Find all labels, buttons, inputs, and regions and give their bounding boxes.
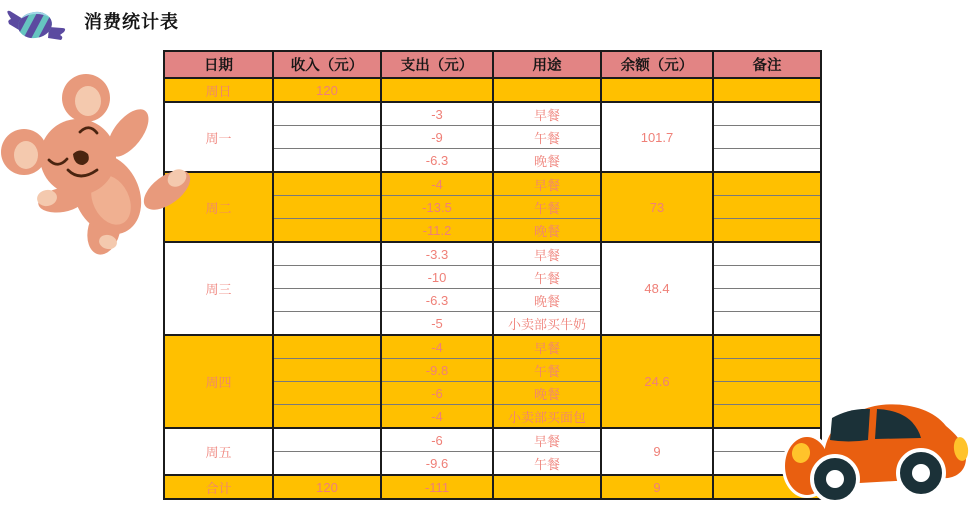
cell-balance: 73 xyxy=(601,172,713,242)
cell-purpose: 晚餐 xyxy=(493,149,601,173)
cell-expense: -4 xyxy=(381,335,493,359)
table-row xyxy=(164,428,821,452)
cell-purpose: 早餐 xyxy=(493,335,601,359)
cell-purpose: 早餐 xyxy=(493,102,601,126)
cell-income xyxy=(273,266,381,289)
cell-purpose: 午餐 xyxy=(493,126,601,149)
col-header-note: 备注 xyxy=(713,51,821,78)
cell-purpose xyxy=(493,78,601,102)
table-row xyxy=(164,78,821,102)
cell-balance: 9 xyxy=(601,428,713,475)
cell-purpose: 小卖部买面包 xyxy=(493,405,601,429)
cell-note xyxy=(713,102,821,126)
cell-expense: -6 xyxy=(381,428,493,452)
cell-day: 周一 xyxy=(164,102,273,172)
cell-purpose: 午餐 xyxy=(493,196,601,219)
cell-expense: -4 xyxy=(381,405,493,429)
cell-expense: -13.5 xyxy=(381,196,493,219)
cell-expense: -4 xyxy=(381,172,493,196)
cell-income xyxy=(273,428,381,452)
cell-income xyxy=(273,405,381,429)
cell-expense: -111 xyxy=(381,475,493,499)
candy-icon xyxy=(6,2,66,46)
cell-balance: 24.6 xyxy=(601,335,713,428)
table-row xyxy=(164,172,821,196)
cell-purpose: 晚餐 xyxy=(493,382,601,405)
cell-income xyxy=(273,335,381,359)
table-row xyxy=(164,335,821,359)
cell-expense: -3 xyxy=(381,102,493,126)
cell-note xyxy=(713,172,821,196)
cell-income xyxy=(273,172,381,196)
cell-expense: -11.2 xyxy=(381,219,493,243)
cell-purpose: 晚餐 xyxy=(493,219,601,243)
cell-note xyxy=(713,335,821,359)
cell-income xyxy=(273,382,381,405)
cell-income xyxy=(273,126,381,149)
cell-purpose: 小卖部买牛奶 xyxy=(493,312,601,336)
cell-day: 周三 xyxy=(164,242,273,335)
cell-day: 周二 xyxy=(164,172,273,242)
total-row xyxy=(164,475,821,499)
cell-purpose: 午餐 xyxy=(493,266,601,289)
cell-expense: -3.3 xyxy=(381,242,493,266)
cell-income xyxy=(273,102,381,126)
cell-purpose: 晚餐 xyxy=(493,289,601,312)
cell-expense: -5 xyxy=(381,312,493,336)
table-row xyxy=(164,242,821,266)
cell-purpose: 午餐 xyxy=(493,452,601,476)
cell-day: 周五 xyxy=(164,428,273,475)
teddy-bear-illustration xyxy=(0,70,196,256)
cell-income xyxy=(273,312,381,336)
cell-note xyxy=(713,78,821,102)
cell-note xyxy=(713,219,821,243)
cell-note xyxy=(713,196,821,219)
car-illustration xyxy=(778,398,972,510)
cell-expense: -9.8 xyxy=(381,359,493,382)
col-header-expense: 支出（元） xyxy=(381,51,493,78)
header-row xyxy=(164,51,821,78)
cell-income xyxy=(273,359,381,382)
cell-purpose: 早餐 xyxy=(493,172,601,196)
cell-balance: 9 xyxy=(601,475,713,499)
cell-note xyxy=(713,359,821,382)
cell-expense: -6.3 xyxy=(381,289,493,312)
cell-expense xyxy=(381,78,493,102)
col-header-purpose: 用途 xyxy=(493,51,601,78)
cell-day: 周四 xyxy=(164,335,273,428)
cell-day: 合计 xyxy=(164,475,273,499)
cell-balance xyxy=(601,78,713,102)
table-row xyxy=(164,102,821,126)
cell-income xyxy=(273,219,381,243)
cell-income xyxy=(273,196,381,219)
page-title: 消费统计表 xyxy=(84,12,179,32)
cell-purpose: 早餐 xyxy=(493,242,601,266)
cell-balance: 101.7 xyxy=(601,102,713,172)
cell-expense: -6.3 xyxy=(381,149,493,173)
col-header-income: 收入（元） xyxy=(273,51,381,78)
cell-income: 120 xyxy=(273,475,381,499)
expense-table xyxy=(163,50,822,500)
cell-income xyxy=(273,149,381,173)
cell-note xyxy=(713,266,821,289)
cell-expense: -9.6 xyxy=(381,452,493,476)
cell-income xyxy=(273,452,381,476)
cell-purpose: 早餐 xyxy=(493,428,601,452)
cell-income: 120 xyxy=(273,78,381,102)
cell-note xyxy=(713,126,821,149)
cell-purpose xyxy=(493,475,601,499)
cell-expense: -10 xyxy=(381,266,493,289)
cell-note xyxy=(713,242,821,266)
cell-note xyxy=(713,149,821,173)
cell-expense: -9 xyxy=(381,126,493,149)
cell-income xyxy=(273,289,381,312)
cell-note xyxy=(713,312,821,336)
cell-note xyxy=(713,289,821,312)
cell-expense: -6 xyxy=(381,382,493,405)
col-header-date: 日期 xyxy=(164,51,273,78)
cell-income xyxy=(273,242,381,266)
col-header-balance: 余额（元） xyxy=(601,51,713,78)
cell-day: 周日 xyxy=(164,78,273,102)
cell-purpose: 午餐 xyxy=(493,359,601,382)
cell-balance: 48.4 xyxy=(601,242,713,335)
